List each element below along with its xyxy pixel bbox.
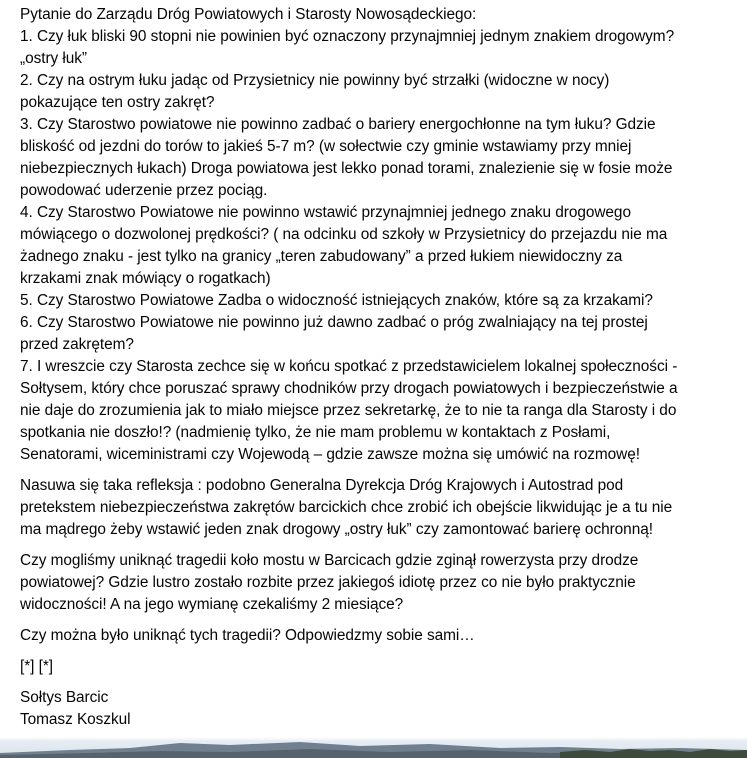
post-photo[interactable] [0, 738, 747, 758]
signature-name: Tomasz Koszkul [20, 711, 131, 728]
question-3: 3. Czy Starostwo powiatowe nie powinno zadbać o bariery energochłonne na tym łuku? Gdzie bliskość od jezdni do torów to jakieś 5-7 m? (w sołectwie czy gminie wstawiamy przy mniej niebezpiecznych łukach) Droga powiatowa jest lekko ponad torami, znalezienie się w fosie może powodować uderzenie przez pociąg. [20, 116, 673, 199]
post-intro-line: Pytanie do Zarządu Dróg Powiatowych i Starosty Nowosądeckiego: [20, 6, 477, 23]
question-6: 6. Czy Starostwo Powiatowe nie powinno już dawno zadbać o próg zwalniający na tej prostej przed zakrętem? [20, 314, 648, 353]
closing-question: Czy można było uniknąć tych tragedii? Odpowiedzmy sobie sami… [20, 627, 475, 644]
question-5: 5. Czy Starostwo Powiatowe Zadba o widoczność istniejących znaków, które są za krzakami? [20, 292, 653, 309]
reflection-paragraph: Nasuwa się taka refleksja : podobno Generalna Dyrekcja Dróg Krajowych i Autostrad pod pretekstem niebezpieczeństwa zakrętów barcickich chce zrobić ich obejście likwidując je a tu nie ma mądrego żeby wstawić jeden znak drogowy „ostry łuk” czy zamontować barierę ochronną! [20, 477, 673, 538]
signature-title: Sołtys Barcic [20, 689, 109, 706]
question-7: 7. I wreszcie czy Starosta zechce się w końcu spotkać z przedstawicielem lokalnej społeczności - Sołtysem, który chce poruszać sprawy chodników przy drogach powiatowych i bezpieczeństwie a nie daje do zrozumienia jak to miało miejsce przez sekretarkę, że to nie ta ranga dla Starosty i do spotkania nie doszło!? (nadmienię tylko, że nie mam problemu w kontaktach z Posłami, Senatorami, wiceministrami czy Wojewodą – gdzie zawsze można się umówić na rozmowę! [20, 358, 678, 463]
post-text [20, 4, 736, 731]
tragedy-paragraph: Czy mogliśmy uniknąć tragedii koło mostu w Barcicach gdzie zginął rowerzysta przy drodze powiatowej? Gdzie lustro zostało rozbite przez jakiegoś idiotę przez co nie było praktycznie widoczności! A na jego wymianę czekaliśmy 2 miesiące? [20, 552, 639, 613]
question-1: 1. Czy łuk bliski 90 stopni nie powinien być oznaczony przynajmniej jednym znakiem drogowym? „ostry łuk” [20, 28, 675, 67]
emoticons-line: [*] [*] [20, 658, 54, 675]
question-4: 4. Czy Starostwo Powiatowe nie powinno wstawić przynajmniej jednego znaku drogowego mówiącego o dozwolonej prędkości? ( na odcinku od szkoły w Przysietnicy do przejazdu nie ma żadnego znaku - jest tylko na granicy „teren zabudowany” a przed łukiem niewidoczny za krzakami znak mówiący o rogatkach) [20, 204, 668, 287]
question-2: 2. Czy na ostrym łuku jadąc od Przysietnicy nie powinny być strzałki (widoczne w nocy) pokazujące ten ostry zakręt? [20, 72, 610, 111]
landscape-photo-icon [0, 740, 747, 758]
